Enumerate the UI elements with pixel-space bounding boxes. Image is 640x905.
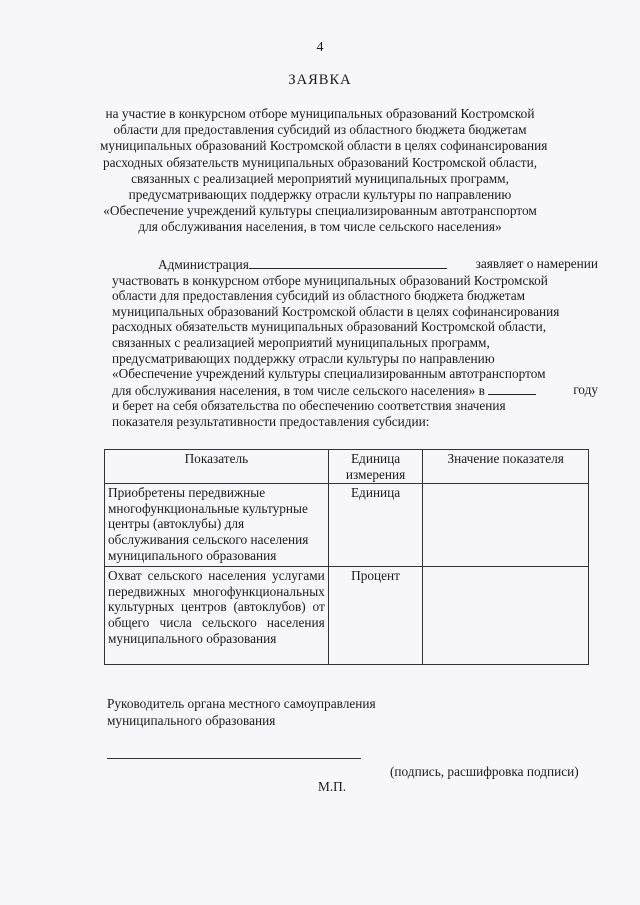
body-text-fragment: муниципальных образований Костромской области в целях софинансирования [112, 303, 560, 319]
page-number: 4 [316, 40, 324, 55]
signature-caption: (подпись, расшифровка подписи) [390, 764, 579, 779]
body-text-fragment: для обслуживания населения, в том числе сельского населения» в [112, 382, 485, 398]
signatory-title: Руководитель органа местного самоуправления [107, 696, 376, 711]
indicator-cell: Охват сельского населения услугами передвижных многофункциональных культурных центров (автоклубов) от общего числа сельского населения муниципального образования [105, 567, 329, 665]
administration-name-blank[interactable] [249, 256, 447, 269]
body-line [112, 414, 598, 430]
table-header-row [105, 450, 589, 484]
value-cell[interactable] [423, 567, 589, 665]
year-blank[interactable] [488, 382, 536, 395]
body-text-fragment: предусматривающих поддержку отрасли культуры по направлению [112, 350, 495, 366]
indicator-cell: Приобретены передвижные многофункциональные культурные центры (автоклубы) для обслуживания сельского населения муниципального образования [105, 484, 329, 567]
indicators-table [104, 449, 589, 665]
subtitle-line: для обслуживания населения, в том числе сельского населения» [138, 219, 502, 235]
stamp-placeholder: М.П. [318, 779, 347, 794]
table-row [105, 484, 589, 567]
column-header-unit: Единица измерения [328, 450, 423, 484]
column-header-indicator: Показатель [105, 450, 329, 484]
administration-label: Администрация [158, 257, 249, 272]
signatory-title-cont: муниципального образования [107, 712, 276, 728]
body-text-fragment: области для предоставления субсидий из областного бюджета бюджетам [112, 288, 526, 304]
body-text-fragment: заявляет о намерении [475, 256, 598, 271]
subtitle-line: муниципальных образований Костромской области в целях софинансирования [100, 138, 548, 154]
subtitle-line: предусматривающих поддержку отрасли культуры по направлению [128, 187, 512, 203]
body-text-fragment: участвовать в конкурсном отборе муниципальных образований Костромской [112, 272, 548, 288]
column-header-value: Значение показателя [423, 450, 589, 484]
body-line [112, 335, 598, 351]
subtitle-line: на участие в конкурсном отборе муниципальных образований Костромской [105, 106, 535, 121]
signature-block [107, 696, 376, 729]
document-subtitle [100, 106, 548, 236]
unit-cell: Единица [328, 484, 423, 567]
body-line [112, 273, 598, 289]
body-line [112, 319, 598, 335]
body-text-fragment: «Обеспечение учреждений культуры специализированным автотранспортом [112, 366, 546, 382]
subtitle-line: «Обеспечение учреждений культуры специализированным автотранспортом [103, 203, 537, 219]
body-text-fragment: связанных с реализацией мероприятий муниципальных программ, [112, 334, 490, 350]
body-line [112, 366, 598, 382]
signature-line[interactable] [107, 758, 361, 759]
unit-cell: Процент [328, 567, 423, 665]
body-text-fragment: и берет на себя обязательства по обеспечению соответствия значения [112, 398, 506, 414]
body-line [112, 288, 598, 304]
year-label: году [573, 381, 598, 397]
application-body [112, 256, 598, 430]
body-text-fragment: показателя результативности предоставления субсидии: [112, 413, 430, 429]
body-line [112, 398, 598, 414]
document-title: ЗАЯВКА [288, 72, 352, 88]
body-line [112, 304, 598, 320]
body-line [112, 351, 598, 367]
table-row [105, 567, 589, 665]
body-text-fragment: расходных обязательств муниципальных образований Костромской области, [112, 319, 547, 335]
subtitle-line: области для предоставления субсидий из областного бюджета бюджетам [113, 122, 527, 138]
body-line-1 [112, 256, 598, 273]
value-cell[interactable] [423, 484, 589, 567]
body-line-year [112, 382, 598, 399]
subtitle-line: расходных обязательств муниципальных образований Костромской области, [102, 154, 538, 170]
subtitle-line: связанных с реализацией мероприятий муниципальных программ, [131, 170, 509, 186]
